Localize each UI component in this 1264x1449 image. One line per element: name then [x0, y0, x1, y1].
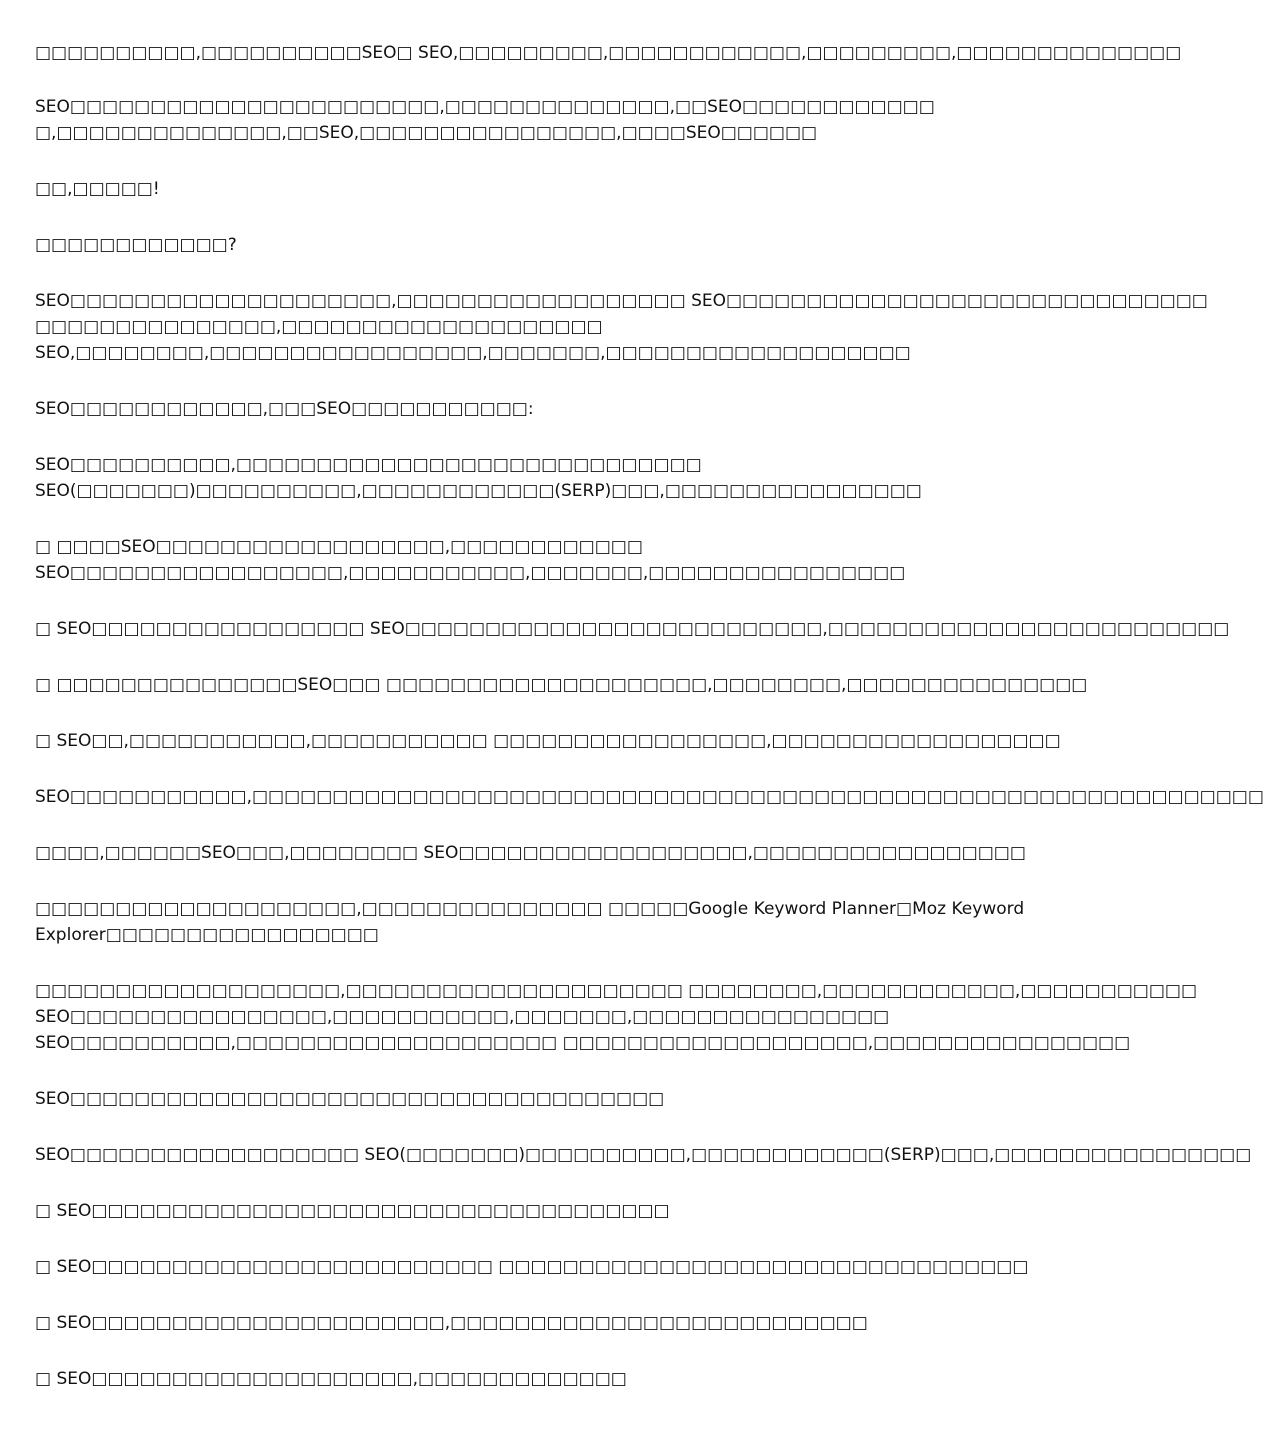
paragraph-line: SEO□□□□□□□□□□□□□□□□□□□□□□□□□□□□□□□□□□□□□: [35, 1089, 665, 1109]
paragraph-8: [35, 534, 995, 586]
paragraph-line: □ SEO□□□□□□□□□□□□□□□□□□□□□□□□□ □□□□□□□□□□□□□□□□□□□□□□□□□□□□□□□□□: [35, 1257, 1029, 1277]
paragraph-line: SEO□□□□□□□□□□□,□□□□□□□□□□□□□□□□□□□□□□□□□□□□□□□□□□□□□□□□□□□□□□□□□□□□□□□□□□□□□□□: [35, 787, 1264, 807]
paragraph-17: [35, 1142, 1252, 1168]
paragraph-line: □ SEO□□,□□□□□□□□□□□,□□□□□□□□□□□ □□□□□□□□□□□□□□□□□,□□□□□□□□□□□□□□□□□□: [35, 731, 1061, 751]
paragraph-18: [35, 1198, 995, 1224]
paragraph-line: □,□□□□□□□□□□□□□□,□□SEO,□□□□□□□□□□□□□□□□,□□□□SEO□□□□□□: [35, 123, 818, 143]
paragraph-line: □□,□□□□□!: [35, 179, 160, 199]
paragraph-10: [35, 672, 1088, 698]
paragraph-line: SEO□□□□□□□□□□□□□□□□□□ SEO(□□□□□□□)□□□□□□□□□□,□□□□□□□□□□□□(SERP)□□□,□□□□□□□□□□□□□□□□: [35, 1145, 1252, 1165]
paragraph-19: [35, 1254, 1029, 1280]
paragraph-line: SEO□□□□□□□□□□□□□□□□□,□□□□□□□□□□□,□□□□□□□,□□□□□□□□□□□□□□□□: [35, 563, 906, 583]
paragraph-line: □□□□□□□□□□□□□□□,□□□□□□□□□□□□□□□□□□□□: [35, 317, 603, 337]
paragraph-line: SEO□□□□□□□□□□□□□□□□,□□□□□□□□□□□,□□□□□□□,□□□□□□□□□□□□□□□□: [35, 1007, 890, 1027]
paragraph-line: □□□□□□□□□□,□□□□□□□□□□SEO□ SEO,□□□□□□□□□,□□□□□□□□□□□□,□□□□□□□□□,□□□□□□□□□□□□□□: [35, 43, 1182, 63]
paragraph-line: SEO□□□□□□□□□□□□□□□□□□□□,□□□□□□□□□□□□□□□□□□ SEO□□□□□□□□□□□□□□□□□□□□□□□□□□□□□□: [35, 291, 1208, 311]
paragraph-line: SEO,□□□□□□□□,□□□□□□□□□□□□□□□□□,□□□□□□□,□□□□□□□□□□□□□□□□□□□: [35, 343, 911, 363]
paragraph-2: [35, 94, 995, 146]
paragraph-14: [35, 896, 1025, 948]
paragraph-5: [35, 288, 1208, 366]
paragraph-line: □□□□□□□□□□□□□□□□□□□□,□□□□□□□□□□□□□□□ □□□□□Google Keyword Planner□Moz Keyword: [35, 899, 1025, 919]
paragraph-20: [35, 1310, 995, 1336]
paragraph-line: □□□□,□□□□□□SEO□□□,□□□□□□□□ SEO□□□□□□□□□□□□□□□□□□,□□□□□□□□□□□□□□□□□: [35, 843, 1026, 863]
document-body: [35, 40, 1264, 1392]
paragraph-1: [35, 40, 1182, 66]
paragraph-15: [35, 978, 1198, 1056]
paragraph-11: [35, 728, 1061, 754]
paragraph-line: SEO□□□□□□□□□□,□□□□□□□□□□□□□□□□□□□□□□□□□□□□□: [35, 455, 702, 475]
paragraph-13: [35, 840, 1026, 866]
paragraph-6: [35, 396, 995, 422]
paragraph-4: [35, 232, 995, 258]
paragraph-21: [35, 1366, 995, 1392]
paragraph-line: □□□□□□□□□□□□□□□□□□□,□□□□□□□□□□□□□□□□□□□□□ □□□□□□□□,□□□□□□□□□□□□,□□□□□□□□□□□: [35, 981, 1198, 1001]
paragraph-line: SEO(□□□□□□□)□□□□□□□□□□,□□□□□□□□□□□□(SERP)□□□,□□□□□□□□□□□□□□□□: [35, 481, 922, 501]
paragraph-line: Explorer□□□□□□□□□□□□□□□□□: [35, 925, 379, 945]
paragraph-line: □□□□□□□□□□□□?: [35, 235, 237, 255]
paragraph-7: [35, 452, 995, 504]
paragraph-3: [35, 176, 995, 202]
paragraph-line: □ SEO□□□□□□□□□□□□□□□□□□□□□□□□□□□□□□□□□□□□: [35, 1201, 670, 1221]
paragraph-line: SEO□□□□□□□□□□□□□□□□□□□□□□□,□□□□□□□□□□□□□□,□□SEO□□□□□□□□□□□□: [35, 97, 935, 117]
paragraph-line: □ □□□□SEO□□□□□□□□□□□□□□□□□□,□□□□□□□□□□□□: [35, 537, 643, 557]
paragraph-line: SEO□□□□□□□□□□□□,□□□SEO□□□□□□□□□□□:: [35, 399, 534, 419]
paragraph-line: □ SEO□□□□□□□□□□□□□□□□□□□□,□□□□□□□□□□□□□: [35, 1369, 627, 1389]
paragraph-line: SEO□□□□□□□□□□,□□□□□□□□□□□□□□□□□□□□ □□□□□□□□□□□□□□□□□□□,□□□□□□□□□□□□□□□□: [35, 1033, 1131, 1053]
paragraph-9: [35, 616, 1230, 642]
paragraph-12: [35, 784, 1264, 810]
paragraph-16: [35, 1086, 995, 1112]
paragraph-line: □ SEO□□□□□□□□□□□□□□□□□ SEO□□□□□□□□□□□□□□□□□□□□□□□□□□,□□□□□□□□□□□□□□□□□□□□□□□□□: [35, 619, 1230, 639]
paragraph-line: □ SEO□□□□□□□□□□□□□□□□□□□□□□,□□□□□□□□□□□□□□□□□□□□□□□□□□: [35, 1313, 868, 1333]
paragraph-line: □ □□□□□□□□□□□□□□□SEO□□□ □□□□□□□□□□□□□□□□□□□□,□□□□□□□□,□□□□□□□□□□□□□□□: [35, 675, 1088, 695]
